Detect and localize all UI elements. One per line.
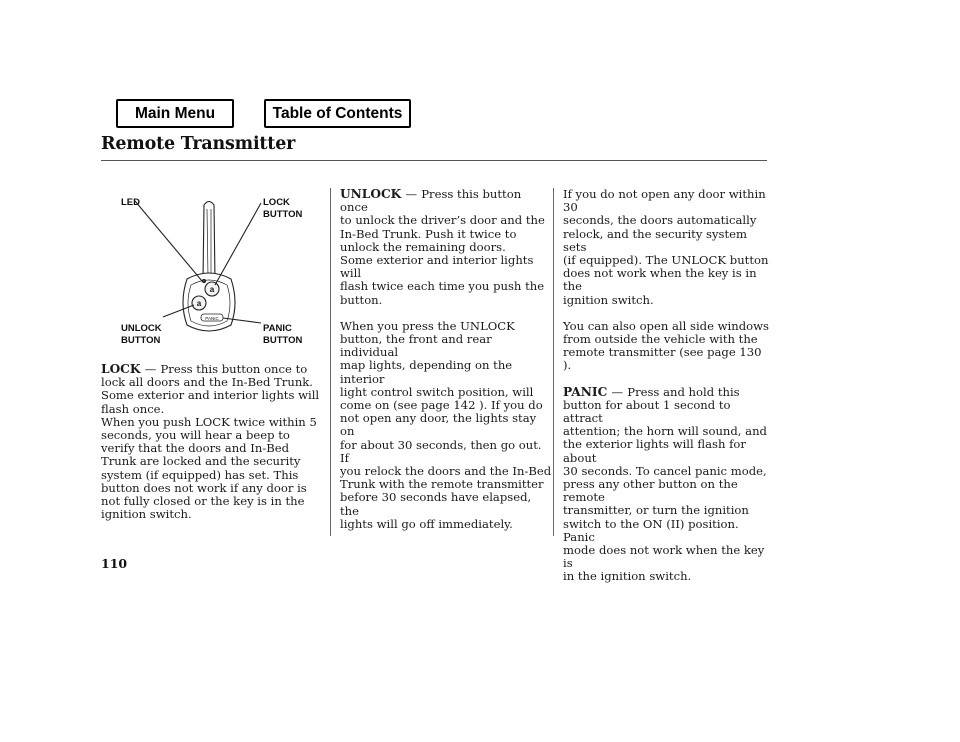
lock-line: button does not work if any door is — [101, 480, 307, 495]
unlock-term: UNLOCK — [340, 187, 402, 201]
windows-line: You can also open all side windows — [563, 318, 769, 333]
main-menu-button[interactable]: Main Menu — [116, 99, 234, 128]
lock-term: LOCK — [101, 362, 141, 376]
panic-dash: — — [611, 384, 624, 399]
unlock-line: Trunk with the remote transmitter — [340, 477, 544, 492]
unlock-line: button. — [340, 292, 383, 307]
unlock-line: not open any door, the lights stay on — [340, 411, 537, 439]
unlock-line: before 30 seconds have elapsed, the — [340, 490, 532, 518]
unlock-line: light control switch position, will — [340, 384, 534, 399]
unlock-line: button, the front and rear individual — [340, 332, 492, 360]
unlock-line: for about 30 seconds, then go out. If — [340, 437, 542, 465]
lock-line: not fully closed or the key is in the — [101, 494, 305, 509]
panic-button-label-line1: PANIC — [263, 323, 292, 334]
table-of-contents-button[interactable]: Table of Contents — [264, 99, 411, 128]
led-label: LED — [121, 197, 140, 208]
unlock-paragraph-2 — [340, 320, 552, 531]
lock-line: seconds, you will hear a beep to — [101, 428, 290, 443]
unlock-line: come on (see page 142 ). If you do — [340, 398, 543, 413]
unlock-dash: — — [405, 187, 418, 201]
unlock-button-label-line2: BUTTON — [121, 335, 161, 346]
unlock-line: When you press the UNLOCK — [340, 318, 515, 333]
panic-line: transmitter, or turn the ignition — [563, 503, 749, 518]
relock-line: relock, and the security system sets — [563, 226, 748, 254]
windows-line: from outside the vehicle with the — [563, 332, 758, 347]
lock-dash: — — [144, 362, 157, 376]
relock-line: seconds, the doors automatically — [563, 213, 757, 228]
lock-line: Press this button once to — [160, 362, 308, 376]
lock-line: When you push LOCK twice within 5 — [101, 414, 317, 429]
column-divider-1 — [330, 188, 331, 536]
lock-line: flash once. — [101, 401, 165, 416]
lock-paragraph — [101, 363, 327, 521]
panic-line: button for about 1 second to attract — [563, 397, 731, 426]
lock-line: system (if equipped) has set. This — [101, 467, 299, 482]
lock-section — [101, 363, 327, 521]
page-number: 110 — [101, 556, 128, 571]
unlock-button-label-line1: UNLOCK — [121, 323, 162, 334]
panic-line: switch to the ON (II) position. Panic — [563, 516, 739, 544]
relock-paragraph — [563, 188, 771, 307]
lock-line: Some exterior and interior lights will — [101, 388, 320, 403]
unlock-line: lights will go off immediately. — [340, 516, 513, 531]
relock-line: ignition switch. — [563, 292, 654, 307]
relock-line: If you do not open any door within 30 — [563, 187, 766, 215]
unlock-paragraph-1 — [340, 188, 552, 307]
title-divider — [101, 160, 767, 161]
panic-line: attention; the horn will sound, and — [563, 424, 767, 439]
unlock-line: map lights, depending on the interior — [340, 358, 513, 386]
windows-paragraph — [563, 320, 771, 373]
unlock-line: Some exterior and interior lights will — [340, 253, 534, 281]
unlock-line: Press this button once — [340, 187, 522, 215]
page-title: Remote Transmitter — [101, 134, 296, 154]
panic-button-label-line2: BUTTON — [263, 335, 303, 346]
column-divider-2 — [553, 188, 554, 536]
panic-line: the exterior lights will flash for about — [563, 437, 746, 465]
unlock-line: unlock the remaining doors. — [340, 239, 506, 254]
unlock-line: to unlock the driver’s door and the — [340, 213, 545, 228]
lock-button-label-line2: BUTTON — [263, 209, 303, 220]
remote-transmitter-illustration — [101, 193, 321, 353]
relock-line: (if equipped). The UNLOCK button — [563, 253, 769, 268]
unlock-line: you relock the doors and the In-Bed — [340, 464, 552, 479]
panic-button-text: PANIC — [205, 316, 219, 321]
panic-line: mode does not work when the key is — [563, 543, 765, 571]
panic-line: Press and hold this — [627, 384, 740, 399]
lock-line: ignition switch. — [101, 507, 192, 522]
panic-term: PANIC — [563, 384, 608, 399]
panic-line: 30 seconds. To cancel panic mode, — [563, 463, 767, 478]
unlock-button-letter: a — [196, 299, 202, 308]
lock-line: lock all doors and the In-Bed Trunk. — [101, 375, 313, 390]
panic-line: in the ignition switch. — [563, 569, 692, 584]
lock-button-letter: a — [209, 285, 215, 294]
lock-line: verify that the doors and In-Bed — [101, 441, 290, 456]
lock-line: Trunk are locked and the security — [101, 454, 301, 469]
windows-line: remote transmitter (see page 130 ). — [563, 345, 762, 373]
relock-line: does not work when the key is in the — [563, 266, 757, 294]
unlock-line: flash twice each time you push the — [340, 279, 545, 294]
unlock-line: In-Bed Trunk. Push it twice to — [340, 226, 517, 241]
panic-line: press any other button on the remote — [563, 477, 738, 505]
unlock-section — [340, 188, 552, 531]
lock-button-label-line1: LOCK — [263, 197, 290, 208]
right-column — [563, 188, 771, 584]
panic-paragraph — [563, 386, 771, 584]
